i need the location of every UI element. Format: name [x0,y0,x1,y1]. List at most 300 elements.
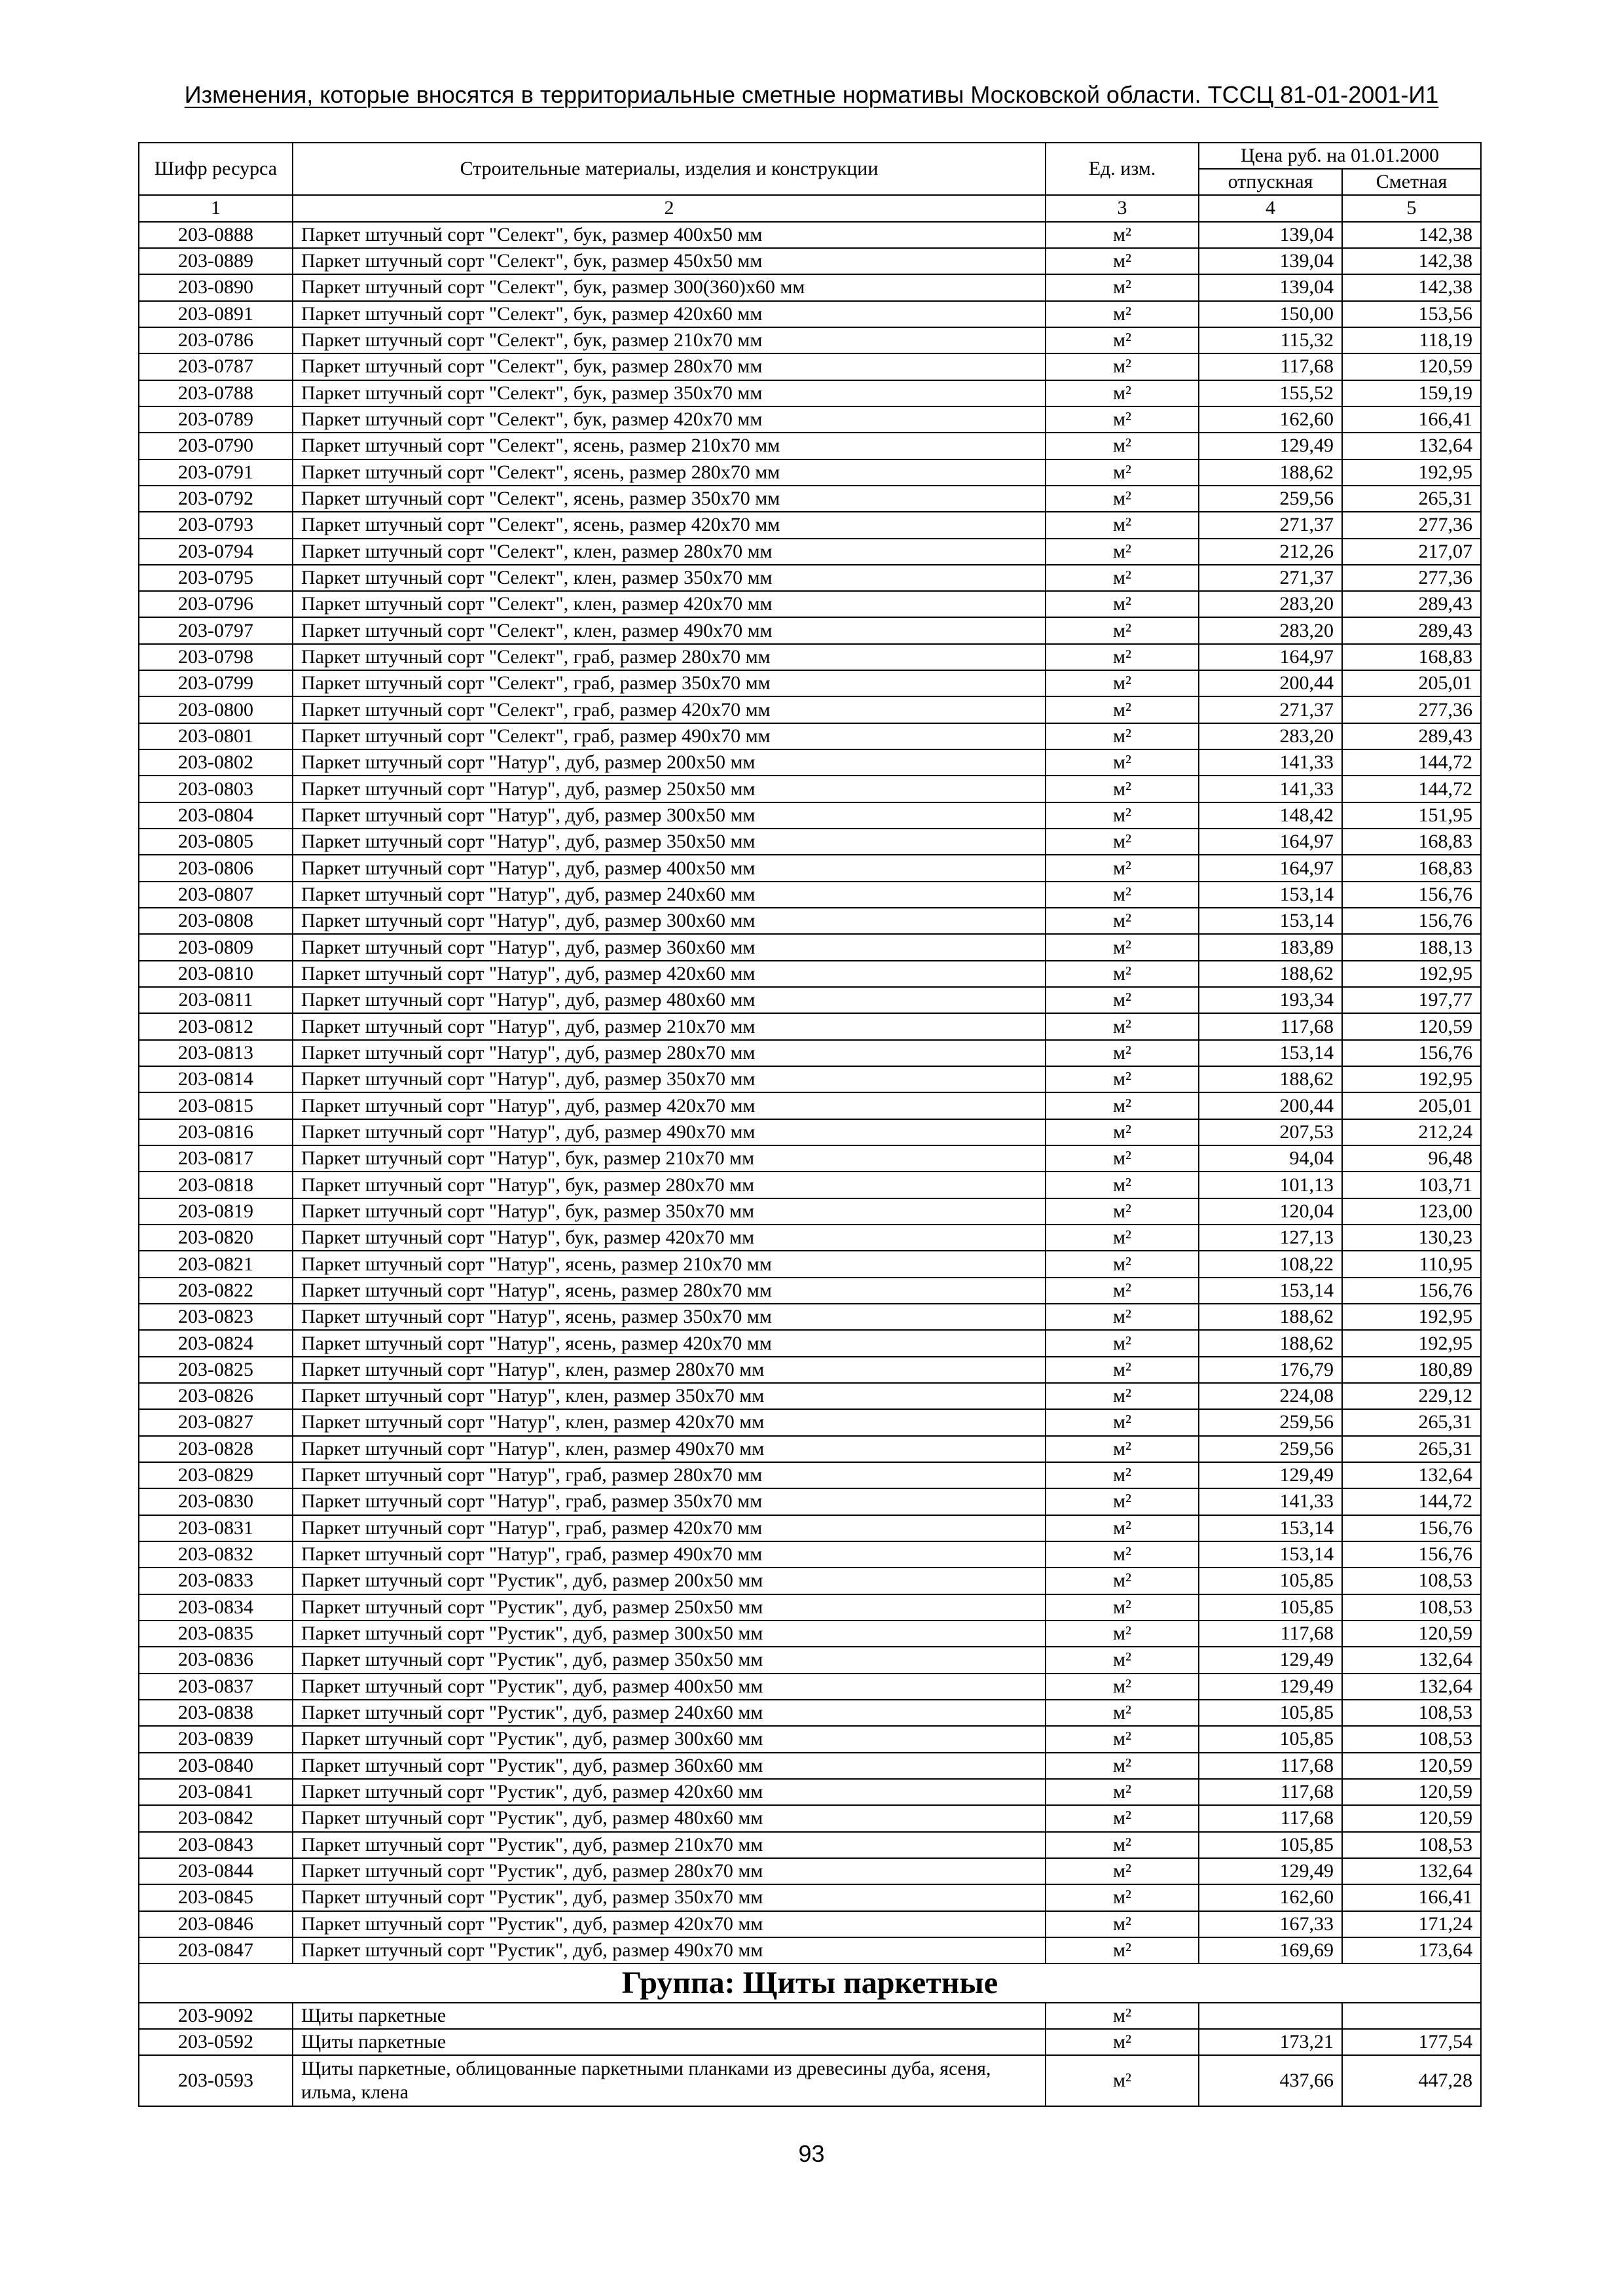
estimate-price-cell: 103,71 [1343,1172,1482,1198]
release-price-cell: 188,62 [1199,460,1343,486]
description-cell: Паркет штучный сорт "Рустик", дуб, размер 420х70 мм [293,1912,1046,1938]
estimate-price-cell: 132,64 [1343,1647,1482,1674]
unit-cell: м² [1046,1568,1199,1594]
description-cell: Паркет штучный сорт "Рустик", дуб, размер 360х60 мм [293,1753,1046,1780]
estimate-price-cell: 108,53 [1343,1833,1482,1859]
description-cell: Паркет штучный сорт "Селект", ясень, размер 210х70 мм [293,433,1046,459]
release-price-cell: 153,14 [1199,1516,1343,1542]
description-cell: Паркет штучный сорт "Рустик", дуб, размер 280х70 мм [293,1859,1046,1885]
release-price-cell: 153,14 [1199,1542,1343,1568]
unit-cell: м² [1046,1859,1199,1885]
resource-code-cell: 203-0808 [139,908,293,935]
unit-cell: м² [1046,539,1199,565]
unit-cell: м² [1046,1093,1199,1119]
unit-cell: м² [1046,381,1199,407]
estimate-price-cell: 156,76 [1343,1278,1482,1304]
unit-cell: м² [1046,1780,1199,1806]
estimate-price-cell: 180,89 [1343,1357,1482,1384]
unit-cell: м² [1046,1516,1199,1542]
unit-cell: м² [1046,935,1199,961]
estimate-price-cell: 277,36 [1343,512,1482,539]
column-number: 1 [139,196,293,222]
unit-cell: м² [1046,961,1199,988]
resource-code-cell: 203-0888 [139,223,293,249]
column-number: 2 [293,196,1046,222]
description-cell: Паркет штучный сорт "Натур", клен, размер 280х70 мм [293,1357,1046,1384]
resource-code-cell: 203-0802 [139,750,293,776]
resource-code-cell: 203-0806 [139,855,293,882]
description-cell: Паркет штучный сорт "Натур", ясень, размер 280х70 мм [293,1278,1046,1304]
description-cell: Паркет штучный сорт "Рустик", дуб, размер 300х50 мм [293,1621,1046,1647]
unit-cell: м² [1046,407,1199,433]
release-price-cell: 129,49 [1199,433,1343,459]
resource-code-cell: 203-0820 [139,1225,293,1251]
resource-code-cell: 203-0891 [139,302,293,328]
resource-code-cell: 203-0818 [139,1172,293,1198]
estimate-price-cell: 108,53 [1343,1568,1482,1594]
estimate-price-cell: 217,07 [1343,539,1482,565]
resource-code-cell: 203-0816 [139,1120,293,1146]
estimate-price-cell: 166,41 [1343,407,1482,433]
release-price-cell: 271,37 [1199,565,1343,592]
resource-code-cell: 203-0889 [139,249,293,275]
unit-cell: м² [1046,223,1199,249]
resource-code-cell: 203-0804 [139,803,293,829]
unit-cell: м² [1046,1437,1199,1463]
release-price-cell: 139,04 [1199,249,1343,275]
release-price-cell: 173,21 [1199,2030,1343,2056]
description-cell: Паркет штучный сорт "Натур", бук, размер 350х70 мм [293,1199,1046,1225]
resource-code-cell: 203-0822 [139,1278,293,1304]
resource-code-cell: 203-0803 [139,776,293,802]
unit-cell: м² [1046,645,1199,671]
unit-cell: м² [1046,275,1199,301]
estimate-price-cell: 156,76 [1343,1041,1482,1067]
resource-code-cell: 203-0831 [139,1516,293,1542]
estimate-price-cell: 123,00 [1343,1199,1482,1225]
unit-cell: м² [1046,829,1199,855]
column-number: 5 [1343,196,1482,222]
unit-cell: м² [1046,1331,1199,1357]
release-price-cell: 129,49 [1199,1463,1343,1489]
resource-code-cell: 203-0825 [139,1357,293,1384]
description-cell: Паркет штучный сорт "Натур", дуб, размер 300х60 мм [293,908,1046,935]
unit-cell: м² [1046,618,1199,644]
release-price-cell: 139,04 [1199,275,1343,301]
release-price-cell: 200,44 [1199,1093,1343,1119]
estimate-price-cell: 192,95 [1343,1331,1482,1357]
release-price-cell: 164,97 [1199,645,1343,671]
resource-code-cell: 203-0796 [139,592,293,618]
resource-code-cell: 203-0792 [139,486,293,512]
unit-cell: м² [1046,328,1199,354]
estimate-price-cell: 156,76 [1343,1516,1482,1542]
estimate-price-cell: 192,95 [1343,460,1482,486]
description-cell: Паркет штучный сорт "Натур", дуб, размер 210х70 мм [293,1014,1046,1040]
unit-cell: м² [1046,1172,1199,1198]
release-price-cell: 188,62 [1199,961,1343,988]
description-cell: Паркет штучный сорт "Селект", клен, размер 420х70 мм [293,592,1046,618]
release-price-cell: 117,68 [1199,1753,1343,1780]
release-price-cell: 105,85 [1199,1727,1343,1753]
price-table [138,142,1482,2107]
description-cell: Паркет штучный сорт "Натур", дуб, размер 300х50 мм [293,803,1046,829]
estimate-price-cell: 168,83 [1343,645,1482,671]
release-price-cell: 271,37 [1199,512,1343,539]
description-cell: Паркет штучный сорт "Натур", клен, размер 420х70 мм [293,1410,1046,1436]
resource-code-cell: 203-0819 [139,1199,293,1225]
resource-code-cell: 203-0837 [139,1674,293,1700]
estimate-price-cell: 229,12 [1343,1384,1482,1410]
resource-code-cell: 203-0838 [139,1700,293,1727]
description-cell: Паркет штучный сорт "Натур", дуб, размер 200х50 мм [293,750,1046,776]
release-price-cell [1199,2003,1343,2030]
estimate-price-cell: 173,64 [1343,1938,1482,1964]
resource-code-cell: 203-0828 [139,1437,293,1463]
unit-cell: м² [1046,671,1199,697]
unit-cell: м² [1046,1463,1199,1489]
release-price-cell: 153,14 [1199,882,1343,908]
release-price-cell: 117,68 [1199,1621,1343,1647]
resource-code-cell: 203-0807 [139,882,293,908]
description-cell: Паркет штучный сорт "Натур", граб, размер 490х70 мм [293,1542,1046,1568]
description-cell: Паркет штучный сорт "Натур", дуб, размер 400х50 мм [293,855,1046,882]
estimate-price-cell: 265,31 [1343,1437,1482,1463]
column-header-release-price: отпускная [1199,170,1343,196]
release-price-cell: 176,79 [1199,1357,1343,1384]
estimate-price-cell: 153,56 [1343,302,1482,328]
unit-cell: м² [1046,2030,1199,2056]
unit-cell: м² [1046,1595,1199,1621]
release-price-cell: 141,33 [1199,1489,1343,1515]
description-cell: Паркет штучный сорт "Селект", клен, размер 280х70 мм [293,539,1046,565]
resource-code-cell: 203-0821 [139,1251,293,1278]
release-price-cell: 127,13 [1199,1225,1343,1251]
resource-code-cell: 203-0814 [139,1067,293,1093]
release-price-cell: 105,85 [1199,1568,1343,1594]
estimate-price-cell: 277,36 [1343,697,1482,723]
estimate-price-cell: 151,95 [1343,803,1482,829]
unit-cell: м² [1046,1621,1199,1647]
resource-code-cell: 203-0829 [139,1463,293,1489]
description-cell: Щиты паркетные [293,2003,1046,2030]
release-price-cell: 101,13 [1199,1172,1343,1198]
description-cell: Паркет штучный сорт "Натур", дуб, размер 250х50 мм [293,776,1046,802]
unit-cell: м² [1046,565,1199,592]
description-cell: Паркет штучный сорт "Селект", бук, размер 450х50 мм [293,249,1046,275]
unit-cell: м² [1046,988,1199,1014]
column-header-code: Шифр ресурса [139,143,293,196]
description-cell: Паркет штучный сорт "Рустик", дуб, размер 350х70 мм [293,1885,1046,1911]
release-price-cell: 120,04 [1199,1199,1343,1225]
description-cell: Паркет штучный сорт "Натур", ясень, размер 210х70 мм [293,1251,1046,1278]
estimate-price-cell: 132,64 [1343,433,1482,459]
estimate-price-cell: 168,83 [1343,855,1482,882]
release-price-cell: 207,53 [1199,1120,1343,1146]
estimate-price-cell: 142,38 [1343,223,1482,249]
resource-code-cell: 203-0847 [139,1938,293,1964]
unit-cell: м² [1046,803,1199,829]
estimate-price-cell: 265,31 [1343,486,1482,512]
resource-code-cell: 203-0813 [139,1041,293,1067]
release-price-cell: 150,00 [1199,302,1343,328]
resource-code-cell: 203-0790 [139,433,293,459]
description-cell: Паркет штучный сорт "Натур", клен, размер 490х70 мм [293,1437,1046,1463]
estimate-price-cell: 171,24 [1343,1912,1482,1938]
release-price-cell: 283,20 [1199,618,1343,644]
unit-cell: м² [1046,1833,1199,1859]
estimate-price-cell: 110,95 [1343,1251,1482,1278]
description-cell: Паркет штучный сорт "Натур", дуб, размер 240х60 мм [293,882,1046,908]
release-price-cell: 115,32 [1199,328,1343,354]
release-price-cell: 148,42 [1199,803,1343,829]
unit-cell: м² [1046,512,1199,539]
estimate-price-cell: 205,01 [1343,1093,1482,1119]
description-cell: Паркет штучный сорт "Натур", граб, размер 350х70 мм [293,1489,1046,1515]
estimate-price-cell: 168,83 [1343,829,1482,855]
estimate-price-cell: 177,54 [1343,2030,1482,2056]
release-price-cell: 188,62 [1199,1304,1343,1331]
description-cell: Паркет штучный сорт "Натур", граб, размер 420х70 мм [293,1516,1046,1542]
unit-cell: м² [1046,354,1199,380]
resource-code-cell: 203-0800 [139,697,293,723]
unit-cell: м² [1046,855,1199,882]
estimate-price-cell: 159,19 [1343,381,1482,407]
estimate-price-cell: 289,43 [1343,724,1482,750]
resource-code-cell: 203-0791 [139,460,293,486]
unit-cell: м² [1046,1912,1199,1938]
estimate-price-cell: 96,48 [1343,1146,1482,1172]
resource-code-cell: 203-0787 [139,354,293,380]
page-number: 93 [798,2140,825,2167]
description-cell: Паркет штучный сорт "Рустик", дуб, размер 210х70 мм [293,1833,1046,1859]
resource-code-cell: 203-0789 [139,407,293,433]
release-price-cell: 117,68 [1199,1780,1343,1806]
unit-cell: м² [1046,1014,1199,1040]
release-price-cell: 183,89 [1199,935,1343,961]
description-cell: Паркет штучный сорт "Селект", клен, размер 490х70 мм [293,618,1046,644]
description-cell: Паркет штучный сорт "Селект", граб, размер 280х70 мм [293,645,1046,671]
release-price-cell: 129,49 [1199,1859,1343,1885]
resource-code-cell: 203-0793 [139,512,293,539]
resource-code-cell: 203-0809 [139,935,293,961]
estimate-price-cell: 192,95 [1343,1304,1482,1331]
release-price-cell: 167,33 [1199,1912,1343,1938]
unit-cell: м² [1046,1806,1199,1832]
column-number: 4 [1199,196,1343,222]
column-header-price-group: Цена руб. на 01.01.2000 [1199,143,1482,170]
description-cell: Паркет штучный сорт "Селект", бук, размер 420х60 мм [293,302,1046,328]
estimate-price-cell: 120,59 [1343,1014,1482,1040]
estimate-price-cell: 205,01 [1343,671,1482,697]
unit-cell: м² [1046,1251,1199,1278]
unit-cell: м² [1046,1938,1199,1964]
estimate-price-cell: 192,95 [1343,1067,1482,1093]
release-price-cell: 200,44 [1199,671,1343,697]
resource-code-cell: 203-0592 [139,2030,293,2056]
resource-code-cell: 203-0794 [139,539,293,565]
estimate-price-cell: 144,72 [1343,776,1482,802]
release-price-cell: 188,62 [1199,1331,1343,1357]
unit-cell: м² [1046,1700,1199,1727]
resource-code-cell: 203-0798 [139,645,293,671]
release-price-cell: 162,60 [1199,1885,1343,1911]
release-price-cell: 193,34 [1199,988,1343,1014]
estimate-price-cell: 120,59 [1343,1806,1482,1832]
estimate-price-cell: 289,43 [1343,592,1482,618]
resource-code-cell: 203-0593 [139,2056,293,2107]
resource-code-cell: 203-0811 [139,988,293,1014]
unit-cell: м² [1046,1410,1199,1436]
description-cell: Паркет штучный сорт "Натур", ясень, размер 420х70 мм [293,1331,1046,1357]
release-price-cell: 117,68 [1199,1806,1343,1832]
resource-code-cell: 203-0823 [139,1304,293,1331]
unit-cell: м² [1046,1542,1199,1568]
estimate-price-cell: 120,59 [1343,354,1482,380]
estimate-price-cell: 108,53 [1343,1595,1482,1621]
column-header-description: Строительные материалы, изделия и конструкции [293,143,1046,196]
estimate-price-cell: 447,28 [1343,2056,1482,2107]
estimate-price-cell: 197,77 [1343,988,1482,1014]
estimate-price-cell: 265,31 [1343,1410,1482,1436]
resource-code-cell: 203-0786 [139,328,293,354]
description-cell: Паркет штучный сорт "Натур", дуб, размер 480х60 мм [293,988,1046,1014]
resource-code-cell: 203-0827 [139,1410,293,1436]
release-price-cell: 259,56 [1199,486,1343,512]
release-price-cell: 117,68 [1199,1014,1343,1040]
release-price-cell: 259,56 [1199,1410,1343,1436]
estimate-price-cell: 277,36 [1343,565,1482,592]
description-cell: Паркет штучный сорт "Натур", дуб, размер 280х70 мм [293,1041,1046,1067]
release-price-cell: 153,14 [1199,1278,1343,1304]
unit-cell: м² [1046,249,1199,275]
release-price-cell: 188,62 [1199,1067,1343,1093]
description-cell: Паркет штучный сорт "Натур", бук, размер 420х70 мм [293,1225,1046,1251]
unit-cell: м² [1046,1067,1199,1093]
resource-code-cell: 203-0842 [139,1806,293,1832]
estimate-price-cell: 118,19 [1343,328,1482,354]
release-price-cell: 164,97 [1199,829,1343,855]
description-cell: Паркет штучный сорт "Натур", дуб, размер 420х70 мм [293,1093,1046,1119]
resource-code-cell: 203-0799 [139,671,293,697]
description-cell: Паркет штучный сорт "Натур", дуб, размер 420х60 мм [293,961,1046,988]
resource-code-cell: 203-0844 [139,1859,293,1885]
unit-cell: м² [1046,1384,1199,1410]
unit-cell: м² [1046,1753,1199,1780]
unit-cell: м² [1046,302,1199,328]
unit-cell: м² [1046,776,1199,802]
estimate-price-cell: 120,59 [1343,1621,1482,1647]
description-cell: Паркет штучный сорт "Селект", бук, размер 350х70 мм [293,381,1046,407]
description-cell: Паркет штучный сорт "Натур", клен, размер 350х70 мм [293,1384,1046,1410]
description-cell: Паркет штучный сорт "Селект", граб, размер 420х70 мм [293,697,1046,723]
release-price-cell: 283,20 [1199,724,1343,750]
unit-cell: м² [1046,486,1199,512]
column-header-unit: Ед. изм. [1046,143,1199,196]
unit-cell: м² [1046,1885,1199,1911]
estimate-price-cell: 108,53 [1343,1700,1482,1727]
description-cell: Паркет штучный сорт "Селект", бук, размер 420х70 мм [293,407,1046,433]
resource-code-cell: 203-0845 [139,1885,293,1911]
resource-code-cell: 203-0815 [139,1093,293,1119]
release-price-cell: 117,68 [1199,354,1343,380]
description-cell: Паркет штучный сорт "Селект", бук, размер 300(360)х60 мм [293,275,1046,301]
description-cell: Щиты паркетные [293,2030,1046,2056]
column-header-estimate-price: Сметная [1343,170,1482,196]
estimate-price-cell: 156,76 [1343,882,1482,908]
release-price-cell: 164,97 [1199,855,1343,882]
estimate-price-cell: 166,41 [1343,1885,1482,1911]
release-price-cell: 212,26 [1199,539,1343,565]
release-price-cell: 108,22 [1199,1251,1343,1278]
resource-code-cell: 203-0795 [139,565,293,592]
resource-code-cell: 203-0826 [139,1384,293,1410]
estimate-price-cell: 120,59 [1343,1780,1482,1806]
resource-code-cell: 203-0797 [139,618,293,644]
resource-code-cell: 203-0812 [139,1014,293,1040]
release-price-cell: 94,04 [1199,1146,1343,1172]
release-price-cell: 162,60 [1199,407,1343,433]
unit-cell: м² [1046,2003,1199,2030]
description-cell: Паркет штучный сорт "Натур", дуб, размер 360х60 мм [293,935,1046,961]
description-cell: Паркет штучный сорт "Рустик", дуб, размер 200х50 мм [293,1568,1046,1594]
release-price-cell: 283,20 [1199,592,1343,618]
description-cell: Паркет штучный сорт "Селект", клен, размер 350х70 мм [293,565,1046,592]
description-cell: Паркет штучный сорт "Селект", ясень, размер 280х70 мм [293,460,1046,486]
resource-code-cell: 203-0840 [139,1753,293,1780]
estimate-price-cell: 120,59 [1343,1753,1482,1780]
unit-cell: м² [1046,592,1199,618]
resource-code-cell: 203-0834 [139,1595,293,1621]
description-cell: Паркет штучный сорт "Натур", граб, размер 280х70 мм [293,1463,1046,1489]
description-cell: Паркет штучный сорт "Рустик", дуб, размер 480х60 мм [293,1806,1046,1832]
estimate-price-cell: 142,38 [1343,249,1482,275]
unit-cell: м² [1046,1041,1199,1067]
description-cell: Паркет штучный сорт "Рустик", дуб, размер 240х60 мм [293,1700,1046,1727]
release-price-cell: 153,14 [1199,1041,1343,1067]
release-price-cell: 129,49 [1199,1647,1343,1674]
resource-code-cell: 203-0801 [139,724,293,750]
description-cell: Паркет штучный сорт "Селект", ясень, размер 350х70 мм [293,486,1046,512]
resource-code-cell: 203-0788 [139,381,293,407]
document-header-title: Изменения, которые вносятся в территориальные сметные нормативы Московской области. ТССЦ 81-01-2001-И1 [184,81,1439,108]
column-number: 3 [1046,196,1199,222]
estimate-price-cell: 156,76 [1343,1542,1482,1568]
estimate-price-cell: 132,64 [1343,1463,1482,1489]
resource-code-cell: 203-0810 [139,961,293,988]
unit-cell: м² [1046,1120,1199,1146]
description-cell: Паркет штучный сорт "Селект", бук, размер 280х70 мм [293,354,1046,380]
estimate-price-cell: 156,76 [1343,908,1482,935]
estimate-price-cell: 188,13 [1343,935,1482,961]
resource-code-cell: 203-0824 [139,1331,293,1357]
release-price-cell: 271,37 [1199,697,1343,723]
unit-cell: м² [1046,724,1199,750]
release-price-cell: 139,04 [1199,223,1343,249]
description-cell: Паркет штучный сорт "Рустик", дуб, размер 490х70 мм [293,1938,1046,1964]
unit-cell: м² [1046,882,1199,908]
release-price-cell: 224,08 [1199,1384,1343,1410]
resource-code-cell: 203-0841 [139,1780,293,1806]
description-cell: Паркет штучный сорт "Селект", бук, размер 210х70 мм [293,328,1046,354]
resource-code-cell: 203-0832 [139,1542,293,1568]
estimate-price-cell: 142,38 [1343,275,1482,301]
unit-cell: м² [1046,1225,1199,1251]
unit-cell: м² [1046,908,1199,935]
estimate-price-cell: 144,72 [1343,750,1482,776]
unit-cell: м² [1046,1674,1199,1700]
estimate-price-cell: 132,64 [1343,1674,1482,1700]
